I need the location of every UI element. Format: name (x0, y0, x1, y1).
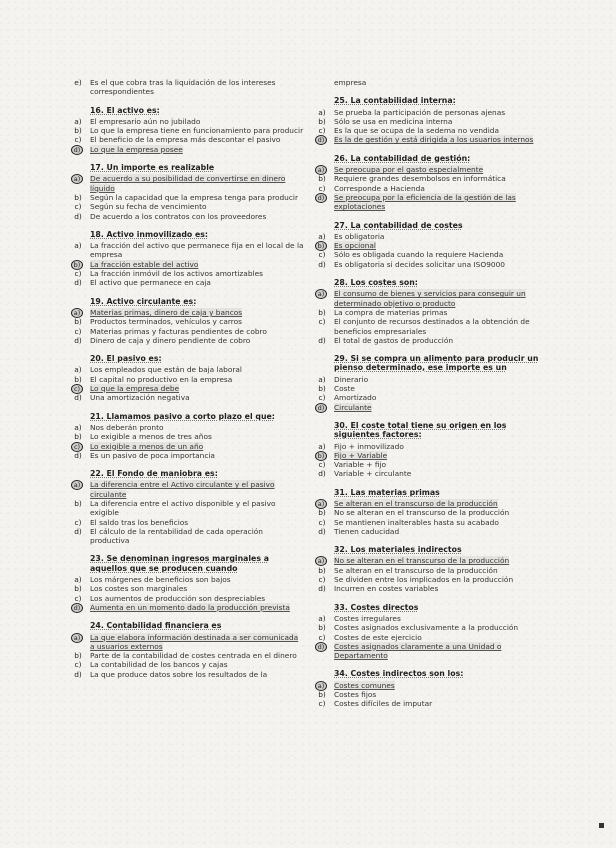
answer-text: Lo exigible a menos de un año (90, 441, 204, 451)
answer-letter: a) (318, 374, 326, 384)
answer-text: Costes asignados exclusivamente a la producción (334, 623, 519, 633)
answer-text: Costes irregulares (334, 613, 401, 623)
answer-text: Requiere grandes desembolsos en informática (334, 174, 506, 184)
answer-option (316, 508, 548, 517)
question-title: 26. La contabilidad de gestión: (334, 153, 471, 163)
answer-option (316, 117, 548, 126)
answer-option (316, 78, 548, 87)
answer-option (316, 403, 548, 412)
answer-text: Es la que se ocupa de la sedema no vendida (334, 126, 500, 136)
answer-text: Lo que la empresa tiene en funcionamiento para producir (90, 126, 304, 136)
answer-text: La diferencia entre el Activo circulante y el pasivo circulante (90, 480, 275, 499)
question-block (72, 621, 304, 679)
answer-letter: b) (74, 651, 82, 661)
answer-text: El cálculo de la rentabilidad de cada operación productiva (90, 526, 263, 546)
answer-option (72, 117, 304, 126)
answer-letter: a) (74, 116, 82, 126)
circled-answer-letter: a) (71, 633, 83, 643)
question-title: 17. Un importe es realizable (90, 163, 215, 173)
answer-text: empresa (334, 78, 367, 87)
answer-option (72, 670, 304, 679)
answer-text: Dinero de caja y dinero pendiente de cobro (90, 335, 251, 345)
answer-text: La fracción inmóvil de los activos amortizables (90, 269, 263, 279)
answer-text: El saldo tras los beneficios (90, 517, 189, 527)
answer-text: La que elabora información destinada a ser comunicada a usuarios externos (90, 632, 299, 651)
answer-text: Se preocupa por la eficiencia de la gestión de las explotaciones (334, 192, 516, 212)
answer-text: Es obligatoria si decides solicitar una ISO9000 (334, 259, 505, 269)
answer-text: Amortizado (334, 393, 377, 403)
answer-letter: c) (318, 517, 326, 527)
answer-option (316, 289, 548, 308)
answer-letter: b) (74, 374, 82, 384)
answer-letter: c) (74, 326, 82, 336)
answer-letter: c) (74, 269, 82, 279)
answer-text: Se preocupa por el gasto especialmente (334, 165, 484, 175)
question-block (72, 230, 304, 288)
answer-text: Variable + fijo (334, 460, 387, 470)
answer-text: El conjunto de recursos destinados a la obtención de beneficios empresariales (334, 317, 530, 336)
answer-option (316, 690, 548, 699)
answer-text: El empresario aún no jubilado (90, 116, 201, 126)
answer-text: Costes fijos (334, 690, 377, 700)
answer-option (72, 202, 304, 211)
answer-option (72, 651, 304, 660)
answer-option (316, 260, 548, 269)
answer-letter: d) (74, 335, 82, 345)
answer-letter: c) (74, 135, 82, 145)
answer-option (316, 317, 548, 336)
answer-option (72, 594, 304, 603)
answer-option (316, 584, 548, 593)
question-title: 30. El coste total tiene su origen en los siguientes factores: (334, 420, 507, 440)
answer-text: Los aumentos de producción son despreciables (90, 593, 266, 603)
answer-letter: c) (74, 517, 82, 527)
circled-answer-letter: b) (315, 451, 327, 461)
answer-text: Es el que cobra tras la liquidación de los intereses correspondientes (90, 78, 276, 97)
answer-letter: b) (74, 192, 82, 202)
answer-letter: a) (74, 241, 82, 251)
answer-option (316, 393, 548, 402)
answer-text: Costes difíciles de imputar (334, 699, 433, 709)
answer-option (72, 384, 304, 393)
answer-option (316, 499, 548, 508)
answer-text: Lo que la empresa debe (90, 384, 180, 394)
question-block (72, 163, 304, 221)
answer-option (72, 633, 304, 652)
answer-option (72, 393, 304, 402)
circled-answer-letter: d) (71, 145, 83, 155)
answer-text: De acuerdo a los contratos con los proveedores (90, 211, 267, 221)
answer-text: La fracción del activo que permanece fija en el local de la empresa (90, 241, 304, 260)
answer-option (72, 603, 304, 612)
answer-text: La fracción estable del activo (90, 259, 199, 269)
right-column (316, 78, 548, 709)
answer-letter: b) (318, 623, 326, 633)
answer-option (316, 699, 548, 708)
answer-option (316, 193, 548, 212)
answer-option (316, 469, 548, 478)
corner-mark (599, 823, 604, 828)
question-title: 31. Las materias primas (334, 487, 440, 497)
answer-option (72, 451, 304, 460)
question-block (72, 354, 304, 402)
answer-letter: d) (74, 278, 82, 288)
question-block (72, 412, 304, 460)
question-title: 29. Si se compra un alimento para producir un pienso determinado, ese importe es un (334, 354, 539, 373)
answer-option (316, 642, 548, 661)
answer-text: Corresponde a Hacienda (334, 183, 425, 193)
answer-option (316, 527, 548, 536)
answer-letter: d) (74, 669, 82, 679)
question-block (316, 154, 548, 212)
question-block (316, 96, 548, 144)
answer-letter: a) (74, 575, 82, 585)
answer-text: El beneficio de la empresa más descontar el pasivo (90, 135, 281, 145)
answer-text: Costes asignados claramente a una Unidad o Departamento (334, 641, 502, 661)
answer-text: Aumenta en un momento dado la producción prevista (90, 602, 290, 612)
answer-text: Costes de este ejercicio (334, 632, 422, 642)
circled-answer-letter: a) (71, 308, 83, 318)
answer-letter: c) (74, 660, 82, 670)
answer-letter: b) (74, 432, 82, 442)
circled-answer-letter: d) (315, 642, 327, 652)
answer-letter: d) (318, 469, 326, 479)
answer-letter: b) (318, 508, 326, 518)
answer-option (72, 212, 304, 221)
answer-text: Se dividen entre los implicados en la producción (334, 575, 514, 585)
answer-text: Se mantienen inalterables hasta su acabado (334, 517, 499, 527)
answer-option (316, 250, 548, 259)
answer-option (72, 480, 304, 499)
answer-option (316, 633, 548, 642)
question-block (72, 554, 304, 612)
answer-text: Sólo se usa en medicina interna (334, 116, 453, 126)
answer-option (316, 614, 548, 623)
answer-text: Una amortización negativa (90, 393, 190, 403)
question-title: 18. Activo inmovilizado es: (90, 229, 209, 239)
question-block (316, 78, 548, 87)
answer-option (72, 278, 304, 287)
answer-letter: c) (318, 393, 326, 403)
answer-letter: c) (318, 460, 326, 470)
answer-letter: c) (318, 183, 326, 193)
answer-text: Lo exigible a menos de tres años (90, 432, 212, 442)
answer-text: La que produce datos sobre los resultados de la (90, 669, 268, 679)
question-title: 27. La contabilidad de costes (334, 220, 463, 230)
answer-text: Es obligatoria (334, 231, 385, 241)
question-block (72, 297, 304, 345)
answer-option (72, 660, 304, 669)
answer-option (316, 623, 548, 632)
answer-option (72, 375, 304, 384)
answer-letter: d) (318, 584, 326, 594)
answer-letter: d) (74, 526, 82, 536)
circled-answer-letter: b) (71, 260, 83, 270)
question-block (316, 221, 548, 269)
question-title: 16. El activo es: (90, 105, 160, 115)
answer-text: Costes comunes (334, 680, 395, 690)
answer-text: Es la de gestión y está dirigida a los usuarios internos (334, 135, 534, 145)
answer-option (72, 260, 304, 269)
answer-letter: d) (74, 211, 82, 221)
answer-letter: b) (318, 565, 326, 575)
answer-text: Nos deberán pronto (90, 422, 164, 432)
answer-option (72, 527, 304, 546)
answer-option (72, 145, 304, 154)
answer-letter: a) (318, 107, 326, 117)
question-title: 20. El pasivo es: (90, 354, 162, 364)
answer-letter: b) (318, 116, 326, 126)
answer-letter: b) (74, 584, 82, 594)
question-block (316, 669, 548, 708)
answer-text: Materias primas y facturas pendientes de cobro (90, 326, 267, 336)
answer-option (316, 184, 548, 193)
question-block (316, 545, 548, 593)
question-title: 32. Los materiales indirectos (334, 545, 462, 555)
answer-letter: a) (318, 441, 326, 451)
answer-text: Fijo + Variable (334, 450, 388, 460)
answer-option (72, 442, 304, 451)
left-column (72, 78, 304, 679)
answer-option (72, 327, 304, 336)
answer-option (316, 165, 548, 174)
answer-option (316, 384, 548, 393)
answer-option (72, 126, 304, 135)
question-block (316, 354, 548, 412)
answer-text: Se alteran en el transcurso de la producción (334, 565, 498, 575)
answer-letter: b) (318, 174, 326, 184)
answer-text: Variable + circulante (334, 469, 412, 479)
circled-answer-letter: a) (315, 165, 327, 175)
answer-letter: c) (318, 699, 326, 709)
answer-text: Coste (334, 384, 355, 394)
answer-letter: c) (318, 317, 326, 327)
answer-option (72, 193, 304, 202)
answer-letter: d) (74, 450, 82, 460)
question-block (316, 278, 548, 345)
answer-option (316, 566, 548, 575)
circled-answer-letter: a) (315, 499, 327, 509)
answer-text: El capital no productivo en la empresa (90, 374, 233, 384)
answer-text: Fijo + inmovilizado (334, 441, 404, 451)
answer-option (316, 108, 548, 117)
answer-option (72, 241, 304, 260)
answer-letter: d) (318, 335, 326, 345)
answer-option (316, 681, 548, 690)
answer-letter: b) (74, 126, 82, 136)
answer-text: El activo que permanece en caja (90, 278, 211, 288)
answer-text: Dinerario (334, 374, 369, 384)
answer-text: Según la capacidad que la empresa tenga para producir (90, 192, 299, 202)
answer-text: El total de gastos de producción (334, 335, 454, 345)
question-title: 25. La contabilidad interna: (334, 96, 456, 106)
answer-option (72, 584, 304, 593)
answer-option (72, 174, 304, 193)
answer-text: Los empleados que están de baja laboral (90, 365, 242, 375)
answer-option (72, 308, 304, 317)
circled-answer-letter: a) (315, 289, 327, 299)
circled-answer-letter: d) (315, 135, 327, 145)
answer-text: Circulante (334, 402, 372, 412)
answer-letter: a) (318, 613, 326, 623)
answer-option (72, 78, 304, 97)
answer-letter: a) (74, 422, 82, 432)
answer-option (316, 575, 548, 584)
answer-text: Es un pasivo de poca importancia (90, 450, 215, 460)
answer-text: Se prueba la participación de personas ajenas (334, 107, 506, 117)
question-title: 21. Llamamos pasivo a corto plazo el que: (90, 411, 275, 421)
question-title: 34. Costes indirectos son los: (334, 669, 464, 679)
question-title: 22. El Fondo de maniobra es: (90, 469, 218, 479)
answer-option (72, 317, 304, 326)
question-title: 28. Los costes son: (334, 278, 418, 288)
answer-option (72, 336, 304, 345)
answer-text: La diferencia entre el activo disponible y el pasivo exigible (90, 498, 276, 518)
circled-answer-letter: d) (315, 193, 327, 203)
answer-option (72, 365, 304, 374)
answer-option (316, 518, 548, 527)
answer-letter: c) (74, 202, 82, 212)
answer-letter: c) (318, 250, 326, 260)
answer-text: La compra de materias primas (334, 307, 448, 317)
answer-text: Lo que la empresa posee (90, 144, 183, 154)
circled-answer-letter: a) (315, 556, 327, 566)
answer-text: No se alteran en el transcurso de la producción (334, 556, 510, 566)
question-block (316, 421, 548, 479)
answer-option (316, 232, 548, 241)
answer-text: Se alteran en el transcurso de la producción (334, 498, 498, 508)
answer-option (316, 556, 548, 565)
answer-option (72, 135, 304, 144)
question-title: 23. Se denominan ingresos marginales a aquellos que se producen cuando (90, 554, 269, 573)
answer-option (72, 575, 304, 584)
question-block (72, 106, 304, 154)
answer-text: No se alteran en el transcurso de la producción (334, 508, 510, 518)
answer-text: El consumo de bienes y servicios para conseguir un determinado objetivo o producto (334, 289, 526, 308)
question-block (316, 603, 548, 661)
answer-letter: e) (74, 78, 82, 87)
answer-letter: d) (74, 393, 82, 403)
answer-letter: d) (318, 526, 326, 536)
circled-answer-letter: d) (71, 603, 83, 613)
circled-answer-letter: b) (315, 241, 327, 251)
answer-option (72, 269, 304, 278)
answer-text: Los costes son marginales (90, 584, 188, 594)
answer-text: Tienen caducidad (334, 526, 400, 536)
answer-option (316, 375, 548, 384)
circled-answer-letter: c) (71, 384, 83, 394)
answer-option (72, 518, 304, 527)
answer-text: Sólo es obligada cuando la requiere Hacienda (334, 250, 504, 260)
answer-letter: d) (318, 259, 326, 269)
answer-option (316, 174, 548, 183)
answer-text: Incurren en costes variables (334, 584, 439, 594)
answer-option (316, 135, 548, 144)
answer-letter: c) (318, 575, 326, 585)
answer-text: Es opcional (334, 241, 376, 251)
answer-option (72, 423, 304, 432)
answer-letter: b) (74, 498, 82, 508)
answer-text: Según su fecha de vencimiento (90, 202, 207, 212)
question-block (316, 488, 548, 536)
question-title: 24. Contabilidad financiera es (90, 621, 222, 631)
answer-text: De acuerdo a su posibilidad de convertirse en dinero líquido (90, 174, 286, 193)
answer-text: Parte de la contabilidad de costes centrada en el dinero (90, 651, 297, 661)
answer-option (316, 336, 548, 345)
circled-answer-letter: a) (315, 681, 327, 691)
answer-letter: b) (318, 307, 326, 317)
answer-letter: a) (318, 231, 326, 241)
question-block (72, 78, 304, 97)
answer-letter: c) (318, 126, 326, 136)
answer-option (316, 442, 548, 451)
answer-text: Productos terminados, vehículos y carros (90, 317, 243, 327)
question-block (72, 469, 304, 545)
answer-letter: b) (318, 384, 326, 394)
answer-letter: a) (74, 365, 82, 375)
answer-option (316, 126, 548, 135)
answer-option (316, 460, 548, 469)
circled-answer-letter: c) (71, 442, 83, 452)
answer-letter: b) (74, 317, 82, 327)
question-title: 33. Costes directos (334, 602, 419, 612)
answer-option (316, 451, 548, 460)
answer-letter: b) (318, 690, 326, 700)
circled-answer-letter: a) (71, 174, 83, 184)
circled-answer-letter: d) (315, 403, 327, 413)
question-title: 19. Activo circulante es: (90, 296, 197, 306)
answer-option (316, 241, 548, 250)
answer-text: La contabilidad de los bancos y cajas (90, 660, 228, 670)
answer-text: Materias primas, dinero de caja y bancos (90, 307, 243, 317)
answer-text: Los márgenes de beneficios son bajos (90, 575, 231, 585)
answer-option (316, 308, 548, 317)
answer-letter: c) (74, 593, 82, 603)
answer-option (72, 499, 304, 518)
circled-answer-letter: a) (71, 480, 83, 490)
answer-option (72, 432, 304, 441)
answer-letter: c) (318, 632, 326, 642)
